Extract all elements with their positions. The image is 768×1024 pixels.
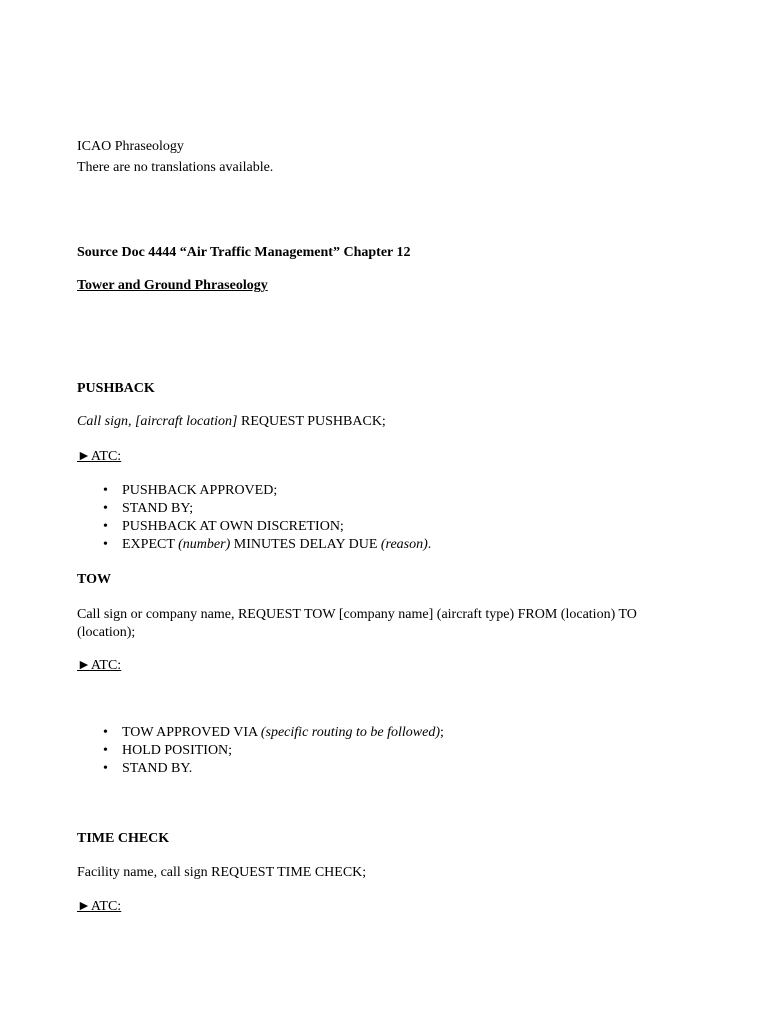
list-item: • STAND BY; <box>77 500 431 518</box>
atc-label: ►ATC: <box>77 899 122 914</box>
tow-responses <box>77 724 444 778</box>
pushback-request-callsign: Call sign, [aircraft location] <box>77 414 238 429</box>
pushback-heading: PUSHBACK <box>77 381 155 396</box>
translations-note: There are no translations available. <box>77 160 274 175</box>
pushback-request-text: REQUEST PUSHBACK; <box>237 414 386 429</box>
list-item <box>77 536 431 554</box>
list-item: • STAND BY. <box>77 760 444 778</box>
list-item-text: . <box>427 537 432 552</box>
tow-request: Call sign or company name, REQUEST TOW [company name] (aircraft type) FROM (location) TO (location); <box>77 607 637 640</box>
section-title: Tower and Ground Phraseology <box>77 278 268 293</box>
list-item <box>77 724 444 742</box>
list-item-italic: (number) <box>178 537 231 552</box>
tow-heading: TOW <box>77 572 111 587</box>
list-item: • PUSHBACK AT OWN DISCRETION; <box>77 518 431 536</box>
document-title: ICAO Phraseology <box>77 139 184 154</box>
list-item-italic: (reason) <box>380 537 428 552</box>
source-reference: Source Doc 4444 “Air Traffic Management” Chapter 12 <box>77 245 411 260</box>
list-item-text: ; <box>439 725 444 740</box>
atc-label: ►ATC: <box>77 658 122 673</box>
pushback-request <box>77 413 386 431</box>
list-item: • PUSHBACK APPROVED; <box>77 482 431 500</box>
time-check-request: Facility name, call sign REQUEST TIME CHECK; <box>77 865 367 880</box>
list-item-text: TOW APPROVED VIA <box>122 725 261 740</box>
atc-label: ►ATC: <box>77 449 122 464</box>
list-item: • HOLD POSITION; <box>77 742 444 760</box>
pushback-responses <box>77 482 431 554</box>
list-item-italic: (specific routing to be followed) <box>260 725 440 740</box>
list-item-text: MINUTES DELAY DUE <box>230 537 381 552</box>
list-item-text: EXPECT <box>122 537 179 552</box>
time-check-heading: TIME CHECK <box>77 831 170 846</box>
